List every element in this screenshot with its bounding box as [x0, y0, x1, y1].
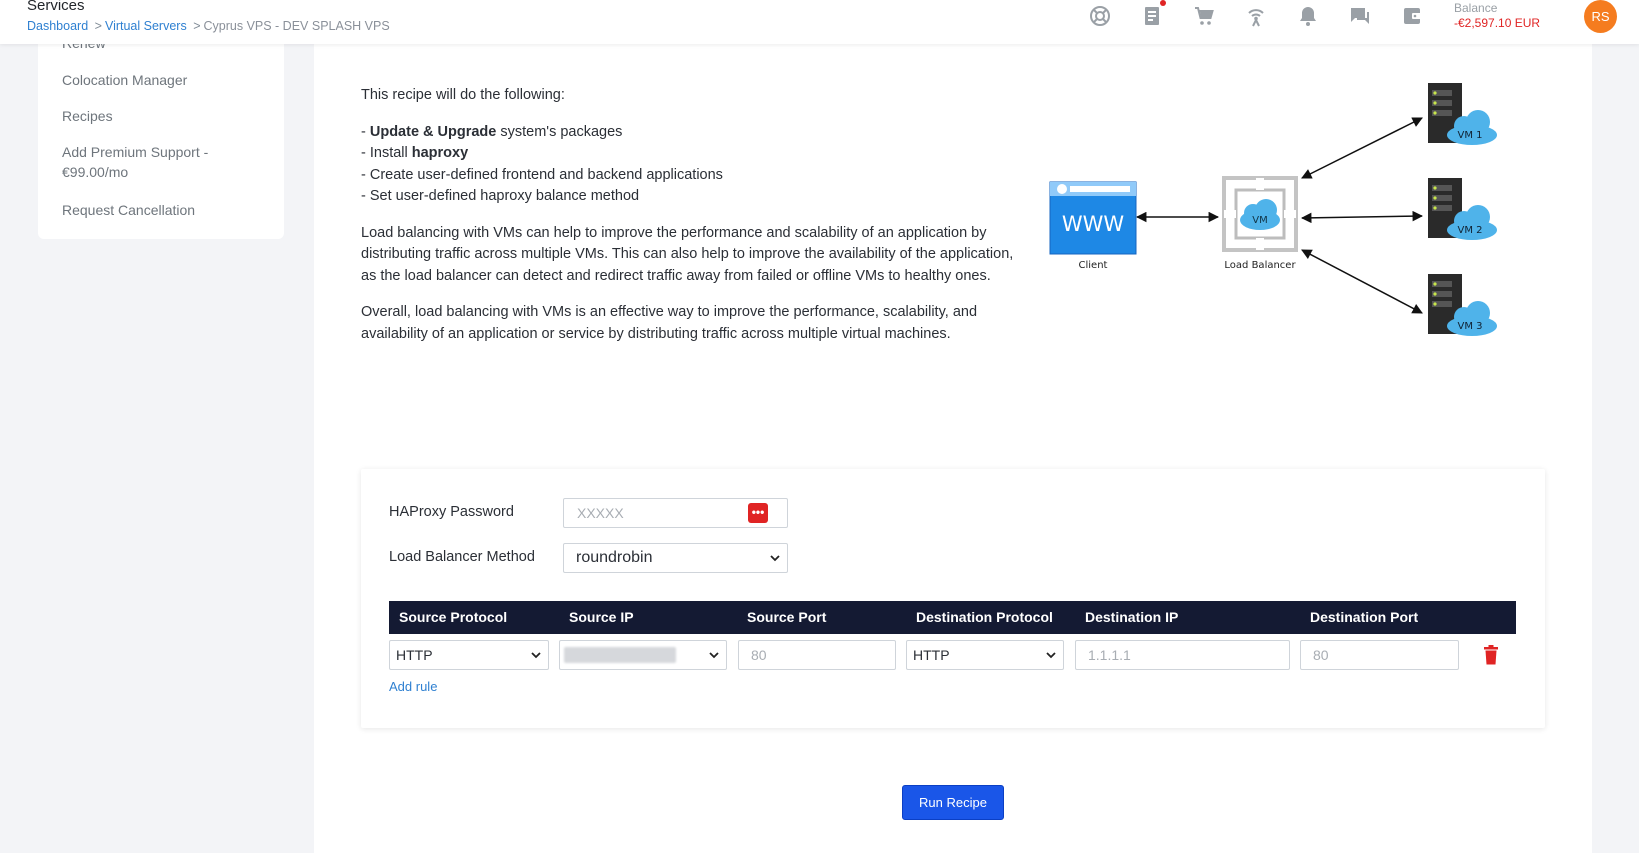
vm-server-icon — [1428, 83, 1497, 145]
client-label: Client — [1078, 260, 1108, 271]
recipe-paragraph: Overall, load balancing with VMs is an effective way to improve the performance, scalability, and availability of an application or service by distributing traffic across multiple virtual machines. — [361, 304, 978, 342]
source-protocol-select[interactable] — [389, 640, 549, 670]
balance-label: Balance — [1454, 1, 1498, 15]
chevron-down-icon — [530, 649, 542, 661]
sidebar-item-colocation-manager[interactable]: Colocation Manager — [62, 72, 188, 88]
sidebar — [38, 36, 284, 239]
step-item: - Create user-defined frontend and backend applications — [361, 166, 723, 183]
wallet-icon[interactable] — [1400, 4, 1424, 28]
step-item: - Update & Upgrade system's packages — [361, 123, 623, 140]
source-port-input[interactable]: 80 — [738, 640, 896, 670]
col-source-protocol: Source Protocol — [399, 609, 508, 625]
recipe-steps — [361, 122, 1031, 208]
vm-label: VM 3 — [1457, 321, 1483, 332]
load-balancer-label: Load Balancer — [1224, 260, 1296, 271]
breadcrumb-dashboard[interactable]: Dashboard — [27, 19, 89, 33]
sidebar-item-request-cancellation[interactable]: Request Cancellation — [62, 202, 196, 218]
sidebar-item-recipes[interactable]: Recipes — [62, 108, 113, 124]
breadcrumb-current: Cyprus VPS - DEV SPLASH VPS — [203, 19, 390, 33]
breadcrumb-virtual-servers[interactable]: Virtual Servers — [104, 19, 187, 33]
recipe-paragraph: Load balancing with VMs can help to improve the performance and scalability of an application by distributing traffic across multiple VMs. This can also help to improve the availability of the application, as the load balancer can detect and redirect traffic away from failed or offline VMs to healthy ones. — [361, 224, 1014, 284]
sidebar-item-price: €99.00/mo — [62, 164, 129, 180]
bell-icon[interactable] — [1296, 4, 1320, 28]
chevron-down-icon — [708, 649, 720, 661]
col-destination-port: Destination Port — [1310, 609, 1419, 625]
client-icon — [1050, 182, 1136, 254]
page-title: Services — [27, 0, 85, 14]
haproxy-password-label: HAProxy Password — [389, 504, 514, 520]
lb-vm-text: VM — [1252, 215, 1268, 226]
breadcrumb-separator: > — [94, 19, 102, 33]
col-destination-protocol: Destination Protocol — [916, 609, 1053, 625]
source-ip-select[interactable] — [559, 640, 727, 670]
add-rule-link[interactable]: Add rule — [389, 679, 438, 694]
vm-label: VM 1 — [1457, 130, 1483, 141]
recipe-description — [361, 85, 1031, 360]
source-protocol-value: HTTP — [396, 647, 433, 663]
load-balancer-diagram — [1040, 78, 1520, 358]
arrow-lb-vm1 — [1302, 118, 1422, 178]
balance-value: -€2,597.10 EUR — [1454, 16, 1541, 30]
balance[interactable] — [1454, 1, 1540, 31]
chat-icon[interactable] — [1348, 4, 1372, 28]
destination-ip-input[interactable]: 1.1.1.1 — [1075, 640, 1290, 670]
support-icon[interactable] — [1088, 4, 1112, 28]
sidebar-item-premium-support[interactable] — [62, 142, 208, 182]
password-generate-button[interactable]: ••• — [748, 503, 768, 523]
destination-protocol-value: HTTP — [913, 647, 950, 663]
vm-label: VM 2 — [1457, 225, 1483, 236]
load-balancer-icon — [1224, 178, 1296, 250]
destination-port-input[interactable]: 80 — [1300, 640, 1459, 670]
step-item: - Install haproxy — [361, 145, 469, 161]
top-header — [0, 0, 1639, 44]
lb-method-select[interactable] — [563, 543, 788, 573]
client-www-text: WWW — [1061, 212, 1125, 236]
vm-server-icon — [1428, 274, 1497, 336]
avatar[interactable]: RS — [1584, 0, 1617, 33]
breadcrumb — [27, 19, 390, 33]
notification-dot — [1160, 0, 1166, 6]
cart-icon[interactable] — [1192, 4, 1216, 28]
col-source-port: Source Port — [747, 609, 827, 625]
rules-table-header — [389, 601, 1516, 634]
recipe-intro: This recipe will do the following: — [361, 87, 565, 103]
chevron-down-icon — [769, 552, 781, 564]
col-source-ip: Source IP — [569, 609, 634, 625]
lb-method-label: Load Balancer Method — [389, 549, 535, 565]
chevron-down-icon — [1045, 649, 1057, 661]
sidebar-item-label: Add Premium Support - — [62, 144, 209, 160]
source-ip-redacted — [564, 647, 676, 663]
delete-rule-trash-icon[interactable] — [1483, 645, 1499, 665]
col-destination-ip: Destination IP — [1085, 609, 1179, 625]
arrow-lb-vm2 — [1302, 216, 1422, 218]
lb-method-value: roundrobin — [576, 549, 653, 566]
step-item: - Set user-defined haproxy balance method — [361, 188, 640, 204]
breadcrumb-separator: > — [193, 19, 201, 33]
vm-server-icon — [1428, 178, 1497, 240]
destination-protocol-select[interactable] — [906, 640, 1064, 670]
invoice-icon[interactable] — [1140, 4, 1164, 28]
signal-icon[interactable] — [1244, 4, 1268, 28]
run-recipe-button[interactable]: Run Recipe — [902, 785, 1004, 820]
recipe-form-card — [361, 469, 1545, 728]
arrow-lb-vm3 — [1302, 250, 1422, 313]
